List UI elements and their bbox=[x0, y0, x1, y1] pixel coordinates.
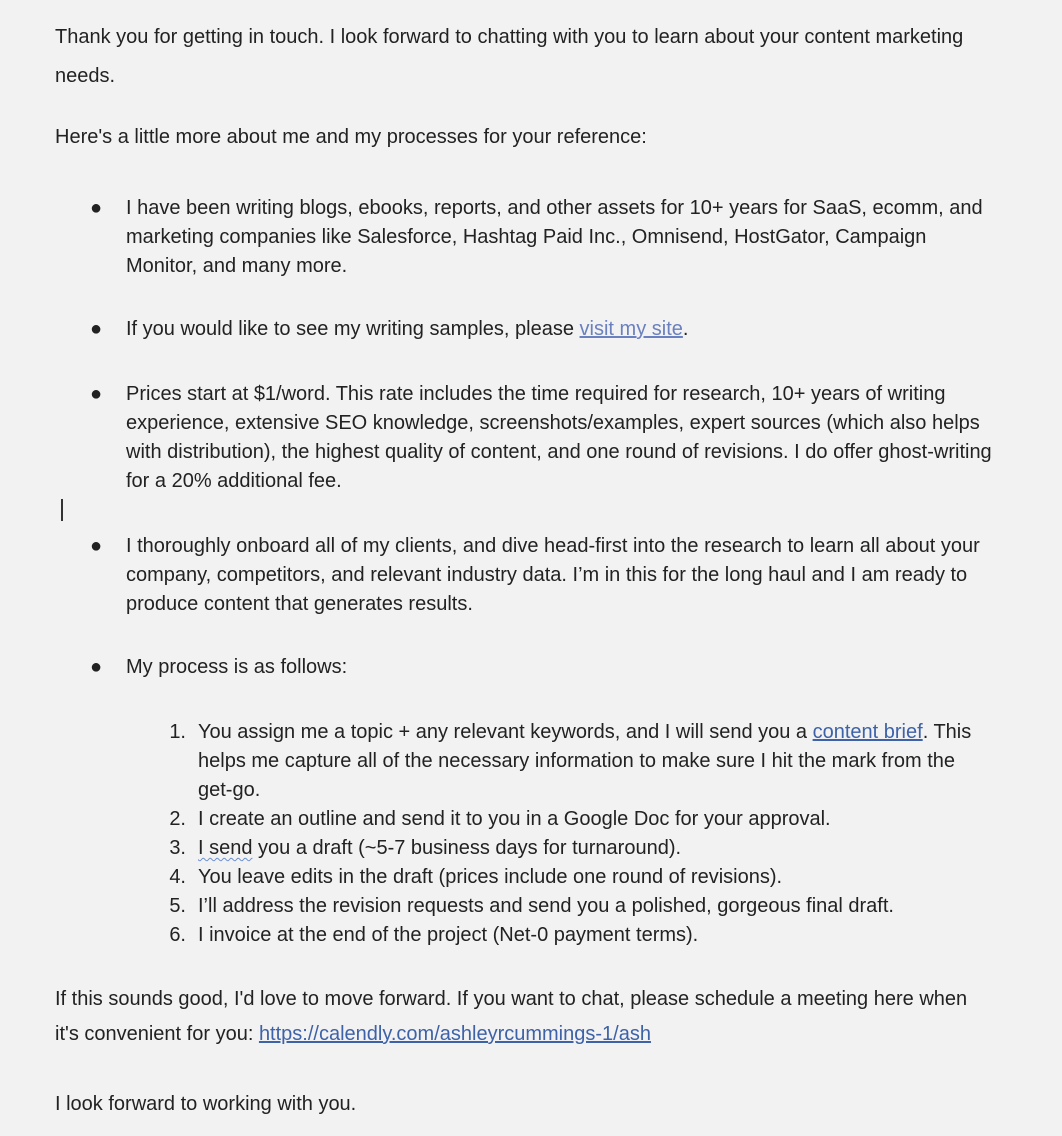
text-cursor bbox=[61, 499, 63, 521]
list-item bbox=[169, 892, 978, 921]
bullet-item bbox=[90, 653, 996, 682]
step-text: . This helps me capture all of the necessary information to make sure I hit the mark from the get-go. bbox=[198, 721, 972, 801]
step-text: you a draft (~5-7 business days for turnaround). bbox=[252, 837, 682, 859]
bullet-item bbox=[90, 380, 996, 496]
step-text: I’ll address the revision requests and send you a polished, gorgeous final draft. bbox=[198, 895, 894, 917]
bullet-icon: ● bbox=[90, 535, 103, 557]
list-item bbox=[169, 863, 978, 892]
spellcheck-flagged-text[interactable]: I send bbox=[198, 837, 253, 859]
step-number: 1. bbox=[169, 721, 186, 743]
closing-paragraph bbox=[55, 982, 975, 1052]
step-number: 4. bbox=[169, 866, 186, 888]
signoff-paragraph: I look forward to working with you. bbox=[55, 1093, 357, 1115]
closing-text: If this sounds good, I'd love to move forward. If you want to chat, please schedule a meeting here when it's convenient for you: bbox=[55, 988, 968, 1045]
step-number: 2. bbox=[169, 808, 186, 830]
bullet-text: I have been writing blogs, ebooks, reports, and other assets for 10+ years for SaaS, ecomm, and marketing companies like Salesforce, Hashtag Paid Inc., Omnisend, HostGator, Campaign Monitor, and many more. bbox=[126, 197, 983, 277]
bullet-item bbox=[90, 194, 996, 281]
step-text: I invoice at the end of the project (Net-0 payment terms). bbox=[198, 924, 699, 946]
intro-paragraph: Thank you for getting in touch. I look forward to chatting with you to learn about your content marketing needs. bbox=[55, 26, 964, 87]
list-item bbox=[169, 834, 978, 863]
step-text: You leave edits in the draft (prices include one round of revisions). bbox=[198, 866, 783, 888]
list-item bbox=[169, 718, 978, 805]
bullet-icon: ● bbox=[90, 318, 103, 340]
bullet-item bbox=[90, 315, 996, 344]
bullet-text: . bbox=[682, 318, 689, 340]
bullet-text: My process is as follows: bbox=[126, 656, 348, 678]
calendly-link[interactable]: https://calendly.com/ashleyrcummings-1/ash bbox=[258, 1023, 651, 1045]
bullet-icon: ● bbox=[90, 656, 103, 678]
process-steps-list bbox=[169, 718, 978, 950]
step-number: 3. bbox=[169, 837, 186, 859]
visit-site-link[interactable]: visit my site bbox=[579, 318, 683, 340]
step-text: I create an outline and send it to you in a Google Doc for your approval. bbox=[198, 808, 831, 830]
bullet-item bbox=[90, 532, 996, 619]
bullet-text: I thoroughly onboard all of my clients, and dive head-first into the research to learn all about your company, competitors, and relevant industry data. I’m in this for the long haul and I am ready to produce content that generates results. bbox=[126, 535, 980, 615]
content-brief-link[interactable]: content brief bbox=[812, 721, 923, 743]
list-item bbox=[169, 805, 978, 834]
step-number: 6. bbox=[169, 924, 186, 946]
bullet-text: If you would like to see my writing samples, please bbox=[126, 318, 580, 340]
bullet-text: Prices start at $1/word. This rate includes the time required for research, 10+ years of writing experience, extensive SEO knowledge, screenshots/examples, expert sources (which also helps with distribution), the highest quality of content, and one round of revisions. I do offer ghost-writing for a 20% additional fee. bbox=[126, 383, 992, 492]
bullet-icon: ● bbox=[90, 197, 103, 219]
step-number: 5. bbox=[169, 895, 186, 917]
lead-paragraph: Here's a little more about me and my processes for your reference: bbox=[55, 126, 647, 148]
bullet-icon: ● bbox=[90, 383, 103, 405]
step-text: You assign me a topic + any relevant keywords, and I will send you a bbox=[198, 721, 813, 743]
list-item bbox=[169, 921, 978, 950]
